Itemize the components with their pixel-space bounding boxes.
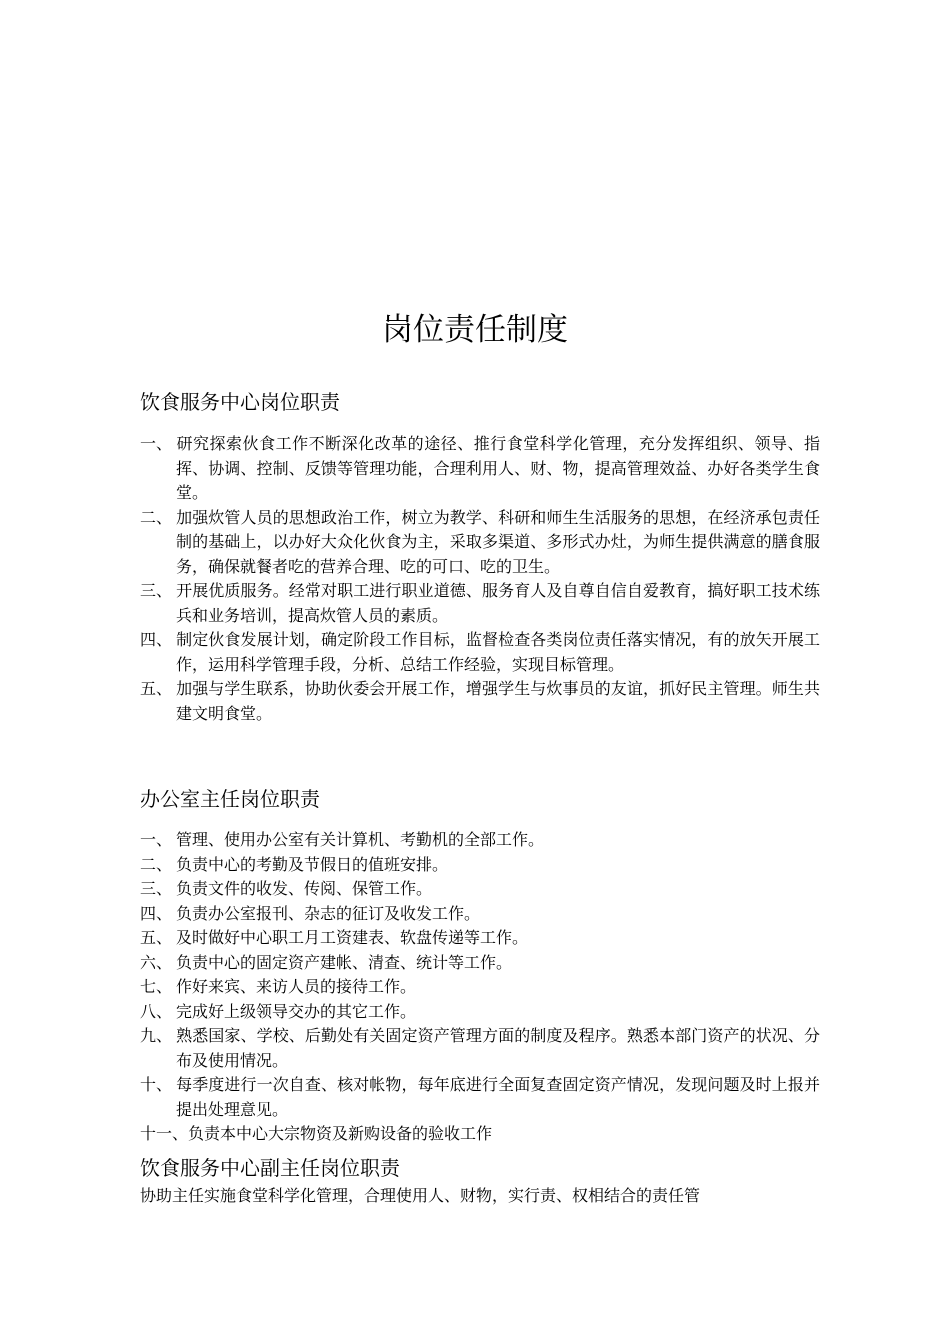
item-number: 二、 xyxy=(140,507,173,527)
item-number: 四、 xyxy=(140,903,173,923)
item-number: 一、 xyxy=(140,830,173,849)
item-number: 一、 xyxy=(140,434,173,453)
item-text: 完成好上级领导交办的其它工作。 xyxy=(176,1001,417,1021)
item-number: 四、 xyxy=(140,630,173,649)
item-text: 开展优质服务。经常对职工进行职业道德、服务育人及自尊自信自爱教育，搞好职工技术练兵和业务培训，提高炊管人员的素质。 xyxy=(176,581,820,625)
item-number: 九、 xyxy=(140,1026,173,1045)
item-text: 每季度进行一次自查、核对帐物，每年底进行全面复查固定资产情况，发现问题及时上报并提出处理意见。 xyxy=(176,1075,820,1119)
list-item xyxy=(140,828,820,853)
item-number: 五、 xyxy=(140,679,173,698)
list-item xyxy=(140,853,820,878)
section-heading-office-director: 办公室主任岗位职责 xyxy=(140,787,320,811)
item-text: 及时做好中心职工月工资建表、软盘传递等工作。 xyxy=(176,928,529,947)
item-text: 负责本中心大宗物资及新购设备的验收工作 xyxy=(188,1124,493,1143)
section-heading-catering-center: 饮食服务中心岗位职责 xyxy=(140,390,340,414)
item-number: 三、 xyxy=(140,879,173,898)
item-text: 负责中心的固定资产建帐、清查、统计等工作。 xyxy=(176,952,513,972)
item-text: 负责办公室报刊、杂志的征订及收发工作。 xyxy=(176,903,481,923)
list-item xyxy=(140,1024,820,1073)
list-item xyxy=(140,628,820,677)
item-number: 五、 xyxy=(140,928,173,947)
document-title: 岗位责任制度 xyxy=(382,312,568,348)
list-item xyxy=(140,506,820,580)
list-item xyxy=(140,975,820,1000)
item-text: 管理、使用办公室有关计算机、考勤机的全部工作。 xyxy=(176,830,545,849)
item-text: 负责文件的收发、传阅、保管工作。 xyxy=(176,879,433,898)
office-director-duties-list xyxy=(140,828,820,1147)
item-text: 负责中心的考勤及节假日的值班安排。 xyxy=(176,854,449,874)
item-text: 加强与学生联系，协助伙委会开展工作，增强学生与炊事员的友谊，抓好民主管理。师生共建文明食堂。 xyxy=(176,679,820,723)
list-item xyxy=(140,951,820,976)
item-number: 三、 xyxy=(140,581,173,600)
list-item xyxy=(140,677,820,726)
deputy-director-paragraph: 协助主任实施食堂科学化管理，合理使用人、财物，实行责、权相结合的责任管 xyxy=(140,1186,701,1205)
list-item xyxy=(140,902,820,927)
section-heading-deputy-director: 饮食服务中心副主任岗位职责 xyxy=(140,1156,400,1180)
item-text: 制定伙食发展计划，确定阶段工作目标，监督检查各类岗位责任落实情况，有的放矢开展工作，运用科学管理手段，分析、总结工作经验，实现目标管理。 xyxy=(176,630,820,674)
list-item xyxy=(140,432,820,506)
item-text: 作好来宾、来访人员的接待工作。 xyxy=(176,977,417,996)
catering-center-duties-list xyxy=(140,432,820,726)
item-number: 七、 xyxy=(140,977,173,996)
list-item xyxy=(140,1122,820,1147)
item-text: 研究探索伙食工作不断深化改革的途径、推行食堂科学化管理，充分发挥组织、领导、指挥、协调、控制、反馈等管理功能，合理利用人、财、物，提高管理效益、办好各类学生食堂。 xyxy=(176,434,820,502)
item-text: 加强炊管人员的思想政治工作，树立为教学、科研和师生生活服务的思想，在经济承包责任制的基础上，以办好大众化伙食为主，采取多渠道、多形式办灶，为师生提供满意的膳食服务，确保就餐者吃的营养合理、吃的可口、吃的卫生。 xyxy=(176,507,820,576)
item-number: 十、 xyxy=(140,1075,173,1094)
item-text: 熟悉国家、学校、后勤处有关固定资产管理方面的制度及程序。熟悉本部门资产的状况、分布及使用情况。 xyxy=(176,1026,820,1070)
item-number: 二、 xyxy=(140,854,173,874)
list-item xyxy=(140,877,820,902)
list-item xyxy=(140,1073,820,1122)
item-number: 十一、 xyxy=(140,1124,189,1143)
list-item xyxy=(140,926,820,951)
list-item xyxy=(140,1000,820,1025)
item-number: 八、 xyxy=(140,1001,173,1021)
item-number: 六、 xyxy=(140,952,173,972)
list-item xyxy=(140,579,820,628)
